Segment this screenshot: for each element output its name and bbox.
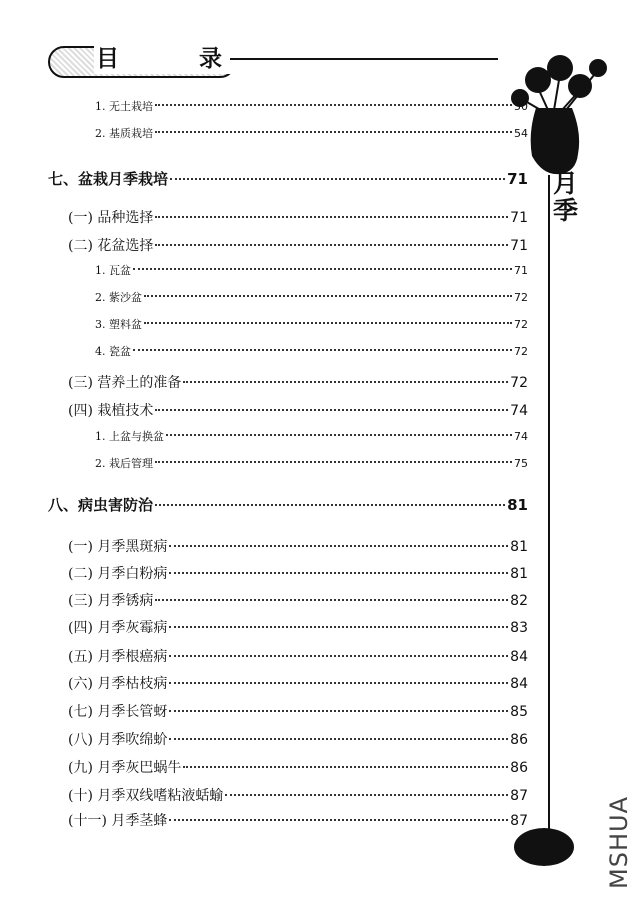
toc-label: (十) 月季双线嗜粘液蛞蝓	[68, 788, 224, 804]
toc-page-number: 72	[514, 291, 528, 304]
toc-page-number: 50	[514, 100, 528, 113]
toc-entry	[68, 536, 528, 556]
toc-entry	[48, 168, 528, 189]
toc-label: (一) 品种选择	[68, 210, 154, 226]
toc-page-number: 85	[510, 704, 528, 720]
toc-entry	[68, 617, 528, 637]
toc-page-number: 72	[510, 375, 528, 391]
toc-page-number: 72	[514, 318, 528, 331]
toc-label: (一) 月季黑斑病	[68, 539, 168, 555]
toc-page-number: 83	[510, 620, 528, 636]
toc-page-number: 81	[510, 539, 528, 555]
toc-entry	[95, 125, 528, 141]
dot-leader	[155, 461, 512, 463]
dot-leader	[225, 794, 508, 796]
toc-label: (二) 月季白粉病	[68, 566, 168, 582]
toc-entry	[95, 343, 528, 359]
toc-entry	[48, 494, 528, 515]
dot-leader	[169, 738, 508, 740]
toc-label: (六) 月季枯枝病	[68, 676, 168, 692]
side-label: 月季	[553, 169, 579, 225]
toc-label: (五) 月季根癌病	[68, 649, 168, 665]
toc-page-number: 84	[510, 676, 528, 692]
dot-leader	[155, 504, 505, 506]
toc-label: 2. 栽后管理	[95, 457, 153, 470]
toc-label: 2. 基质栽培	[95, 127, 153, 140]
toc-label: 1. 上盆与换盆	[95, 430, 164, 443]
dot-leader	[155, 216, 508, 218]
toc-label: (四) 月季灰霉病	[68, 620, 168, 636]
toc-page-number: 54	[514, 127, 528, 140]
toc-label: 1. 无土栽培	[95, 100, 153, 113]
toc-entry	[68, 646, 528, 666]
dot-leader	[166, 434, 512, 436]
dot-leader	[155, 409, 508, 411]
toc-label: 4. 瓷盆	[95, 345, 131, 358]
toc-page-number: 87	[510, 813, 528, 829]
toc-entry	[68, 207, 528, 227]
dot-leader	[169, 545, 508, 547]
toc-label: (十一) 月季茎蜂	[68, 813, 168, 829]
toc-page-number: 82	[510, 593, 528, 609]
dot-leader	[155, 131, 512, 133]
toc-entry	[68, 235, 528, 255]
page-title: 目 录	[96, 46, 259, 72]
toc-entry	[68, 701, 528, 721]
toc-entry	[68, 563, 528, 583]
toc-label: 3. 塑料盆	[95, 318, 142, 331]
toc-entry	[95, 262, 528, 278]
toc-label: (八) 月季吹绵蚧	[68, 732, 168, 748]
toc-entry	[68, 673, 528, 693]
toc-page-number: 86	[510, 732, 528, 748]
toc-page-number: 81	[507, 496, 528, 514]
toc-entry	[95, 428, 528, 444]
dot-leader	[169, 710, 508, 712]
toc-entry	[68, 729, 528, 749]
toc-label: (四) 栽植技术	[68, 403, 154, 419]
toc-label: 八、病虫害防治	[48, 496, 154, 514]
toc-page-number: 71	[510, 210, 528, 226]
toc-entry	[95, 316, 528, 332]
margin-rule	[548, 175, 550, 835]
toc-page-number: 81	[510, 566, 528, 582]
toc-entry	[68, 590, 528, 610]
dot-leader	[155, 599, 508, 601]
toc-entry	[95, 455, 528, 471]
dot-leader	[169, 682, 508, 684]
dot-leader	[183, 766, 508, 768]
dot-leader	[133, 268, 512, 270]
toc-label: 1. 瓦盆	[95, 264, 131, 277]
toc-entry	[68, 810, 528, 830]
toc-label: (七) 月季长管蚜	[68, 704, 168, 720]
toc-label: (三) 月季锈病	[68, 593, 154, 609]
watermark: MSHUA	[605, 796, 633, 889]
toc-entry	[68, 372, 528, 392]
toc-page-number: 74	[510, 403, 528, 419]
toc-label: (三) 营养土的准备	[68, 375, 182, 391]
toc-page-number: 71	[514, 264, 528, 277]
dot-leader	[183, 381, 508, 383]
header-rule	[230, 58, 498, 60]
dot-leader	[133, 349, 512, 351]
toc-entry	[68, 400, 528, 420]
toc-page-number: 75	[514, 457, 528, 470]
toc-entry	[68, 757, 528, 777]
dot-leader	[170, 178, 505, 180]
toc-label: (九) 月季灰巴蜗牛	[68, 760, 182, 776]
dot-leader	[169, 626, 508, 628]
toc-page-number: 71	[507, 170, 528, 188]
dot-leader	[155, 244, 508, 246]
toc-page-number: 71	[510, 238, 528, 254]
toc-label: 七、盆栽月季栽培	[48, 170, 169, 188]
toc-page-number: 86	[510, 760, 528, 776]
dot-leader	[169, 819, 508, 821]
toc-entry	[68, 785, 528, 805]
dot-leader	[144, 295, 512, 297]
toc-entry	[95, 289, 528, 305]
toc-page-number: 84	[510, 649, 528, 665]
dot-leader	[169, 655, 508, 657]
toc-page-number: 74	[514, 430, 528, 443]
toc-label: 2. 紫沙盆	[95, 291, 142, 304]
toc-page-number: 87	[510, 788, 528, 804]
dot-leader	[144, 322, 512, 324]
dot-leader	[155, 104, 512, 106]
dot-leader	[169, 572, 508, 574]
toc-entry	[95, 98, 528, 114]
page-number-badge	[514, 828, 574, 866]
toc-page-number: 72	[514, 345, 528, 358]
toc-label: (二) 花盆选择	[68, 238, 154, 254]
